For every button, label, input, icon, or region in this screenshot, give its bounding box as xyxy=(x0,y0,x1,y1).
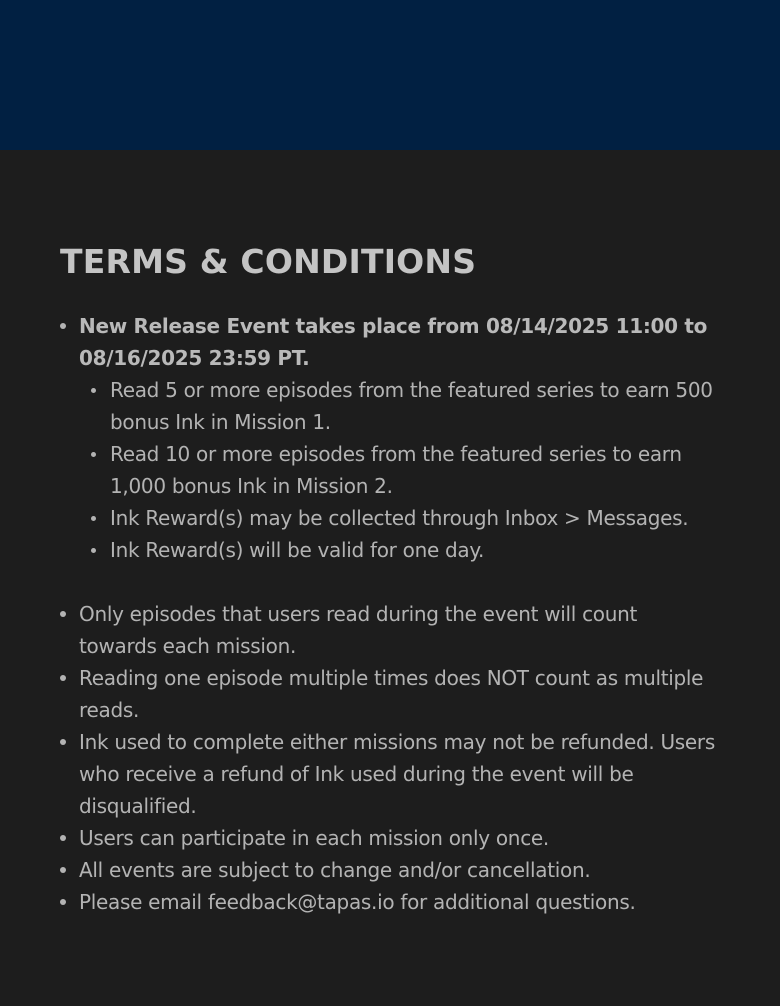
event-details-list xyxy=(79,374,720,566)
list-item: Ink Reward(s) will be valid for one day. xyxy=(79,534,720,566)
list-item: Users can participate in each mission only once. xyxy=(60,822,720,854)
list-item: Read 10 or more episodes from the featured series to earn 1,000 bonus Ink in Mission 2. xyxy=(79,438,720,502)
list-item: Read 5 or more episodes from the featured series to earn 500 bonus Ink in Mission 1. xyxy=(79,374,720,438)
terms-list xyxy=(60,310,720,918)
event-period-text: New Release Event takes place from 08/14/2025 11:00 to 08/16/2025 23:59 PT. xyxy=(79,314,708,370)
event-period-item xyxy=(60,310,720,566)
list-item: Ink used to complete either missions may not be refunded. Users who receive a refund of Ink used during the event will be disqualified. xyxy=(60,726,720,822)
list-item: Only episodes that users read during the event will count towards each mission. xyxy=(60,598,720,662)
list-item: Ink Reward(s) may be collected through Inbox > Messages. xyxy=(79,502,720,534)
top-banner xyxy=(0,0,780,150)
terms-section xyxy=(0,150,780,918)
list-item: All events are subject to change and/or cancellation. xyxy=(60,854,720,886)
list-item: Please email feedback@tapas.io for additional questions. xyxy=(60,886,720,918)
terms-title: TERMS & CONDITIONS xyxy=(60,242,477,281)
list-item: Reading one episode multiple times does NOT count as multiple reads. xyxy=(60,662,720,726)
